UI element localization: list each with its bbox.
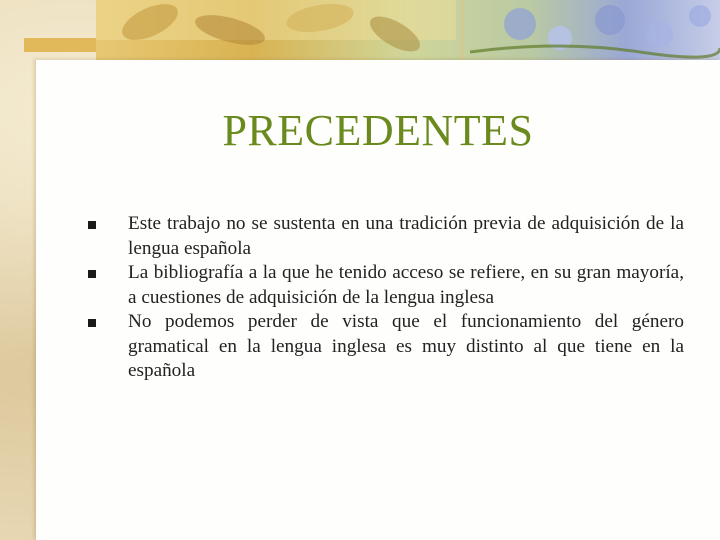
floral-banner-image [0, 0, 720, 66]
bullet-text: No podemos perder de vista que el funcionamiento del género gramatical en la lengua inglesa es muy distinto al que tiene en la española [128, 311, 684, 381]
square-bullet-icon [88, 270, 96, 278]
square-bullet-icon [88, 221, 96, 229]
bullet-list [88, 212, 684, 384]
bullet-item [88, 310, 684, 384]
bullet-item [88, 212, 684, 261]
slide-title: PRECEDENTES [222, 106, 534, 155]
bullet-text: La bibliografía a la que he tenido acceso se refiere, en su gran mayoría, a cuestiones de adquisición de la lengua inglesa [128, 262, 684, 308]
square-bullet-icon [88, 319, 96, 327]
bullet-text: Este trabajo no se sustenta en una tradición previa de adquisición de la lengua española [128, 213, 684, 259]
bullet-item [88, 261, 684, 310]
